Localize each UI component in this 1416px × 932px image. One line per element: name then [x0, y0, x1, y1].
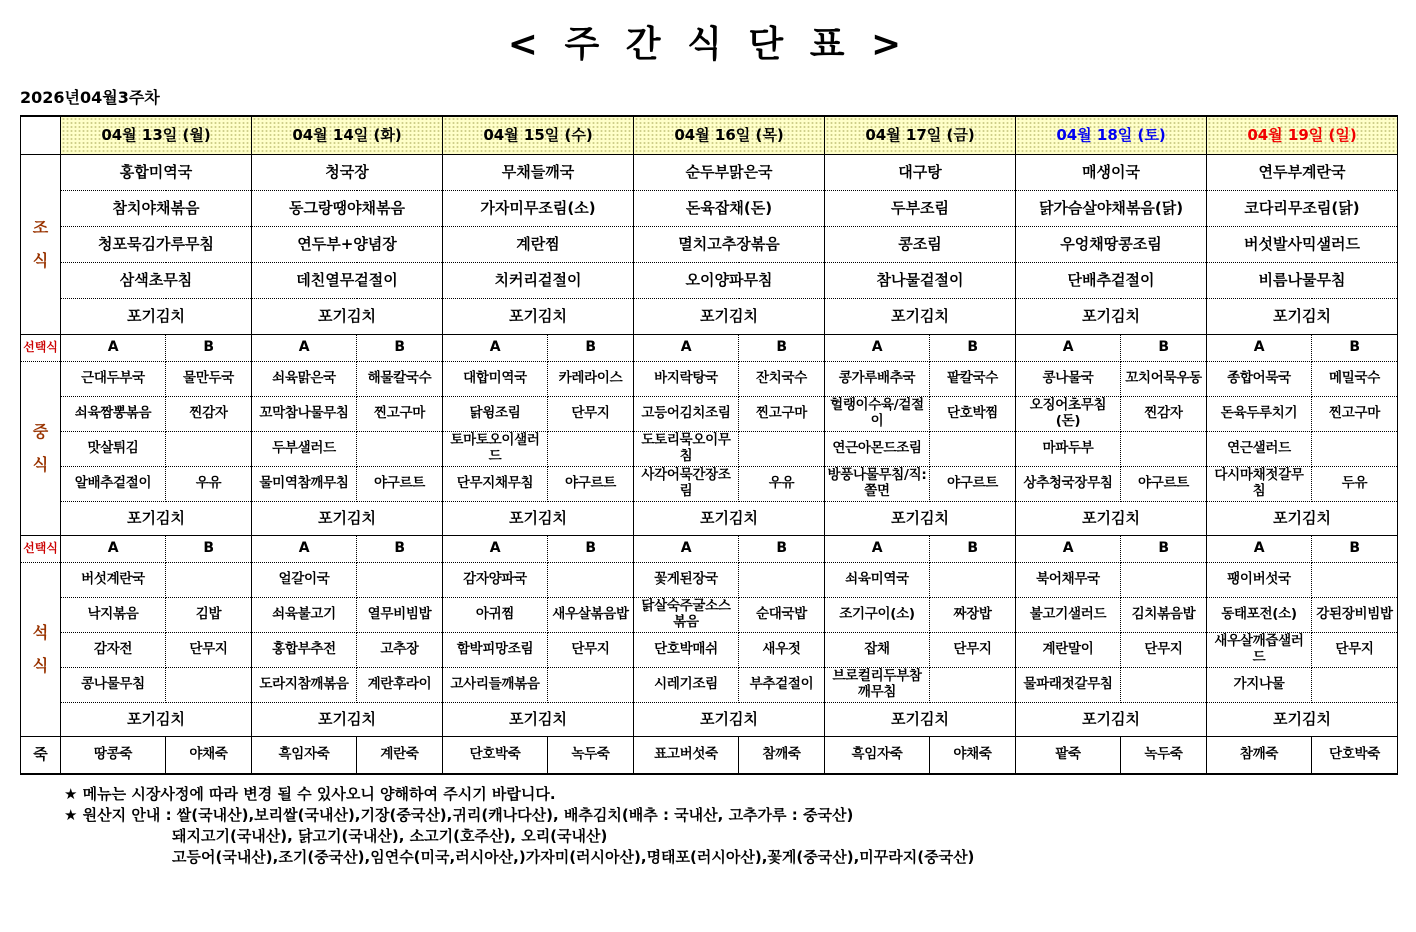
dinner-item-b: 순대국밥 — [739, 597, 825, 632]
lunch-item-b: 두유 — [1312, 466, 1398, 501]
lunch-item-a: 마파두부 — [1016, 431, 1121, 466]
select-a-header: A — [443, 535, 548, 562]
breakfast-item: 참치야채볶음 — [61, 190, 252, 226]
select-a-header: A — [252, 535, 357, 562]
select-a-header: A — [1207, 334, 1312, 361]
breakfast-item: 포기김치 — [443, 298, 634, 334]
porridge-a: 표고버섯죽 — [634, 736, 739, 774]
lunch-item-a: 쇠육짬뽕볶음 — [61, 396, 166, 431]
lunch-item-a: 쇠육맑은국 — [252, 361, 357, 396]
dinner-item-b — [1121, 667, 1207, 702]
lunch-item-a: 단무지채무침 — [443, 466, 548, 501]
porridge-label: 죽 — [21, 736, 61, 774]
lunch-item-a: 콩나물국 — [1016, 361, 1121, 396]
breakfast-item: 포기김치 — [252, 298, 443, 334]
lunch-item-b: 단호박찜 — [930, 396, 1016, 431]
lunch-item-b: 카레라이스 — [548, 361, 634, 396]
breakfast-item: 포기김치 — [61, 298, 252, 334]
lunch-item-a: 연근샐러드 — [1207, 431, 1312, 466]
date-cell: 04월 15일 (수) — [443, 116, 634, 154]
weekly-menu-page — [0, 16, 1416, 868]
dinner-item-a: 닭살숙주굴소스볶음 — [634, 597, 739, 632]
breakfast-item: 동그랑땡야채볶음 — [252, 190, 443, 226]
select-label: 선택식 — [21, 334, 61, 361]
lunch-item-a: 맛살튀김 — [61, 431, 166, 466]
select-a-header: A — [634, 535, 739, 562]
select-a-header: A — [61, 535, 166, 562]
select-b-header: B — [930, 535, 1016, 562]
dinner-item-b — [548, 667, 634, 702]
lunch-item-a: 알배추겉절이 — [61, 466, 166, 501]
dinner-item-b: 단무지 — [930, 632, 1016, 667]
porridge-b: 단호박죽 — [1312, 736, 1398, 774]
breakfast-item: 단배추겉절이 — [1016, 262, 1207, 298]
lunch-kimchi: 포기김치 — [825, 501, 1016, 535]
dinner-item-b — [739, 562, 825, 597]
breakfast-item: 치커리겉절이 — [443, 262, 634, 298]
dinner-item-a: 단호박매쉬 — [634, 632, 739, 667]
note-origin-line1: ★ 원산지 안내 : 쌀(국내산),보리쌀(국내산),기장(중국산),귀리(캐나다산), 배추김치(배추 : 국내산, 고추가루 : 중국산) — [64, 806, 854, 824]
select-b-header: B — [1121, 334, 1207, 361]
lunch-kimchi: 포기김치 — [1207, 501, 1398, 535]
lunch-kimchi: 포기김치 — [252, 501, 443, 535]
breakfast-item: 청국장 — [252, 154, 443, 190]
lunch-item-b: 메밀국수 — [1312, 361, 1398, 396]
dinner-item-a: 가지나물 — [1207, 667, 1312, 702]
lunch-label-char: 식 — [32, 454, 49, 474]
lunch-item-b: 잔치국수 — [739, 361, 825, 396]
dinner-item-a: 낙지볶음 — [61, 597, 166, 632]
date-cell: 04월 16일 (목) — [634, 116, 825, 154]
breakfast-item: 오이양파무침 — [634, 262, 825, 298]
breakfast-item: 연두부+양념장 — [252, 226, 443, 262]
select-a-header: A — [825, 334, 930, 361]
breakfast-item: 포기김치 — [1207, 298, 1398, 334]
breakfast-item: 코다리무조림(닭) — [1207, 190, 1398, 226]
note-origin-line3: 고등어(국내산),조기(중국산),임연수(미국,러시아산,)가자미(러시아산),명태포(러시아산),꽃게(중국산),미꾸라지(중국산) — [172, 848, 975, 866]
breakfast-item: 연두부계란국 — [1207, 154, 1398, 190]
dinner-item-a: 조기구이(소) — [825, 597, 930, 632]
select-a-header: A — [252, 334, 357, 361]
lunch-item-a: 근대두부국 — [61, 361, 166, 396]
breakfast-item: 참나물겉절이 — [825, 262, 1016, 298]
dinner-item-a: 시레기조림 — [634, 667, 739, 702]
select-b-header: B — [548, 535, 634, 562]
menu-table — [20, 115, 1398, 775]
note-origin-line2: 돼지고기(국내산), 닭고기(국내산), 소고기(호주산), 오리(국내산) — [172, 827, 608, 845]
breakfast-item: 무채들깨국 — [443, 154, 634, 190]
dinner-item-b: 강된장비빔밥 — [1312, 597, 1398, 632]
breakfast-label — [21, 154, 61, 334]
dinner-kimchi: 포기김치 — [443, 702, 634, 736]
dinner-item-b: 단무지 — [548, 632, 634, 667]
lunch-item-b: 야구르트 — [1121, 466, 1207, 501]
dinner-item-b: 계란후라이 — [357, 667, 443, 702]
breakfast-item: 매생이국 — [1016, 154, 1207, 190]
breakfast-item: 대구탕 — [825, 154, 1016, 190]
dinner-kimchi: 포기김치 — [252, 702, 443, 736]
lunch-item-b — [930, 431, 1016, 466]
date-cell: 04월 18일 (토) — [1016, 116, 1207, 154]
porridge-b: 녹두죽 — [1121, 736, 1207, 774]
dinner-item-b: 김치볶음밥 — [1121, 597, 1207, 632]
page-title: < 주 간 식 단 표 > — [507, 24, 909, 65]
dinner-item-b — [166, 562, 252, 597]
porridge-a: 땅콩죽 — [61, 736, 166, 774]
porridge-a: 팥죽 — [1016, 736, 1121, 774]
dinner-item-a: 새우살깨즙샐러드 — [1207, 632, 1312, 667]
select-b-header: B — [166, 334, 252, 361]
lunch-item-a: 헐랭이수육/겉절이 — [825, 396, 930, 431]
select-b-header: B — [1312, 334, 1398, 361]
lunch-item-a: 종합어묵국 — [1207, 361, 1312, 396]
date-cell: 04월 13일 (월) — [61, 116, 252, 154]
dinner-item-b — [930, 667, 1016, 702]
dinner-kimchi: 포기김치 — [825, 702, 1016, 736]
lunch-item-b: 야구르트 — [548, 466, 634, 501]
breakfast-item: 포기김치 — [1016, 298, 1207, 334]
lunch-item-b: 꼬치어묵우동 — [1121, 361, 1207, 396]
date-cell: 04월 14일 (화) — [252, 116, 443, 154]
breakfast-item: 닭가슴살야채볶음(닭) — [1016, 190, 1207, 226]
select-b-header: B — [166, 535, 252, 562]
dinner-item-a: 물파래젓갈무침 — [1016, 667, 1121, 702]
dinner-kimchi: 포기김치 — [634, 702, 825, 736]
lunch-item-a: 상추청국장무침 — [1016, 466, 1121, 501]
lunch-item-a: 연근아몬드조림 — [825, 431, 930, 466]
lunch-item-a: 사각어묵간장조림 — [634, 466, 739, 501]
dinner-item-a: 팽이버섯국 — [1207, 562, 1312, 597]
dinner-item-a: 쇠육불고기 — [252, 597, 357, 632]
dinner-item-a: 버섯계란국 — [61, 562, 166, 597]
lunch-item-a: 도토리묵오이무침 — [634, 431, 739, 466]
lunch-label-char: 중 — [32, 421, 49, 441]
lunch-item-b: 찐감자 — [1121, 396, 1207, 431]
lunch-item-a: 고등어김치조림 — [634, 396, 739, 431]
dinner-item-a: 아귀찜 — [443, 597, 548, 632]
dinner-item-b: 새우젓 — [739, 632, 825, 667]
porridge-b: 야채죽 — [930, 736, 1016, 774]
breakfast-item: 멸치고추장볶음 — [634, 226, 825, 262]
lunch-item-b: 야구르트 — [357, 466, 443, 501]
lunch-item-b: 찐고구마 — [739, 396, 825, 431]
porridge-b: 야채죽 — [166, 736, 252, 774]
select-a-header: A — [61, 334, 166, 361]
footer-notes — [20, 784, 1396, 868]
lunch-item-b: 팥칼국수 — [930, 361, 1016, 396]
dinner-item-b: 부추겉절이 — [739, 667, 825, 702]
dinner-item-a: 홍합부추전 — [252, 632, 357, 667]
dinner-item-b: 단무지 — [166, 632, 252, 667]
note-menu-change: ★ 메뉴는 시장사정에 따라 변경 될 수 있사오니 양해하여 주시기 바랍니다. — [64, 785, 556, 803]
dinner-item-b — [1312, 667, 1398, 702]
select-b-header: B — [1312, 535, 1398, 562]
lunch-item-a: 물미역참깨무침 — [252, 466, 357, 501]
lunch-item-b: 우유 — [739, 466, 825, 501]
dinner-item-b: 열무비빔밥 — [357, 597, 443, 632]
select-b-header: B — [357, 334, 443, 361]
breakfast-item: 비름나물무침 — [1207, 262, 1398, 298]
porridge-a: 단호박죽 — [443, 736, 548, 774]
corner-cell — [21, 116, 61, 154]
dinner-item-a: 고사리들깨볶음 — [443, 667, 548, 702]
dinner-kimchi: 포기김치 — [1016, 702, 1207, 736]
lunch-label — [21, 361, 61, 535]
dinner-item-a: 감자양파국 — [443, 562, 548, 597]
lunch-item-a: 방풍나물무침/직:쫄면 — [825, 466, 930, 501]
dinner-item-b: 김밥 — [166, 597, 252, 632]
dinner-kimchi: 포기김치 — [1207, 702, 1398, 736]
porridge-a: 흑임자죽 — [252, 736, 357, 774]
date-cell: 04월 19일 (일) — [1207, 116, 1398, 154]
breakfast-item: 계란찜 — [443, 226, 634, 262]
breakfast-item: 가자미무조림(소) — [443, 190, 634, 226]
breakfast-item: 우엉채땅콩조림 — [1016, 226, 1207, 262]
lunch-item-a: 닭윙조림 — [443, 396, 548, 431]
breakfast-item: 삼색초무침 — [61, 262, 252, 298]
lunch-item-a: 두부샐러드 — [252, 431, 357, 466]
porridge-b: 참깨죽 — [739, 736, 825, 774]
dinner-item-a: 북어채무국 — [1016, 562, 1121, 597]
select-a-header: A — [634, 334, 739, 361]
select-b-header: B — [357, 535, 443, 562]
dinner-item-a: 도라지참깨볶음 — [252, 667, 357, 702]
lunch-item-a: 돈육두루치기 — [1207, 396, 1312, 431]
breakfast-item: 청포묵김가루무침 — [61, 226, 252, 262]
lunch-kimchi: 포기김치 — [443, 501, 634, 535]
select-label: 선택식 — [21, 535, 61, 562]
date-cell: 04월 17일 (금) — [825, 116, 1016, 154]
dinner-item-a: 감자전 — [61, 632, 166, 667]
dinner-label-char: 석 — [32, 622, 49, 642]
dinner-item-a: 꽃게된장국 — [634, 562, 739, 597]
porridge-a: 참깨죽 — [1207, 736, 1312, 774]
dinner-item-a: 함박피망조림 — [443, 632, 548, 667]
select-b-header: B — [739, 334, 825, 361]
dinner-item-b: 고추장 — [357, 632, 443, 667]
dinner-item-b — [930, 562, 1016, 597]
dinner-label — [21, 562, 61, 736]
lunch-item-b — [1121, 431, 1207, 466]
porridge-b: 계란죽 — [357, 736, 443, 774]
dinner-label-char: 식 — [32, 655, 49, 675]
lunch-item-b: 찐고구마 — [1312, 396, 1398, 431]
dinner-item-b: 짜장밥 — [930, 597, 1016, 632]
dinner-item-a: 잡채 — [825, 632, 930, 667]
dinner-item-a: 불고기샐러드 — [1016, 597, 1121, 632]
dinner-item-b — [1121, 562, 1207, 597]
breakfast-label-char: 식 — [32, 250, 49, 270]
breakfast-label-char: 조 — [32, 217, 49, 237]
dinner-item-a: 브로컬리두부참깨무침 — [825, 667, 930, 702]
lunch-item-b — [357, 431, 443, 466]
select-b-header: B — [739, 535, 825, 562]
select-b-header: B — [548, 334, 634, 361]
breakfast-item: 순두부맑은국 — [634, 154, 825, 190]
lunch-kimchi: 포기김치 — [1016, 501, 1207, 535]
lunch-item-a: 오징어초무침(돈) — [1016, 396, 1121, 431]
week-label: 2026년04월3주차 — [20, 88, 160, 107]
lunch-item-b — [548, 431, 634, 466]
dinner-item-b — [1312, 562, 1398, 597]
dinner-item-a: 콩나물무침 — [61, 667, 166, 702]
select-a-header: A — [1207, 535, 1312, 562]
lunch-item-a: 바지락탕국 — [634, 361, 739, 396]
lunch-item-b — [1312, 431, 1398, 466]
dinner-item-b: 단무지 — [1121, 632, 1207, 667]
lunch-item-b: 찐감자 — [166, 396, 252, 431]
breakfast-item: 포기김치 — [634, 298, 825, 334]
select-b-header: B — [930, 334, 1016, 361]
lunch-item-b: 해물칼국수 — [357, 361, 443, 396]
lunch-item-a: 콩가루배추국 — [825, 361, 930, 396]
breakfast-item: 데친열무겉절이 — [252, 262, 443, 298]
lunch-item-b — [739, 431, 825, 466]
breakfast-item: 버섯발사믹샐러드 — [1207, 226, 1398, 262]
select-a-header: A — [443, 334, 548, 361]
lunch-item-b — [166, 431, 252, 466]
lunch-item-b: 야구르트 — [930, 466, 1016, 501]
lunch-kimchi: 포기김치 — [61, 501, 252, 535]
select-a-header: A — [1016, 535, 1121, 562]
breakfast-item: 돈육잡채(돈) — [634, 190, 825, 226]
dinner-item-b — [357, 562, 443, 597]
dinner-item-b: 새우살볶음밥 — [548, 597, 634, 632]
breakfast-item: 홍합미역국 — [61, 154, 252, 190]
dinner-kimchi: 포기김치 — [61, 702, 252, 736]
dinner-item-a: 쇠육미역국 — [825, 562, 930, 597]
breakfast-item: 포기김치 — [825, 298, 1016, 334]
lunch-kimchi: 포기김치 — [634, 501, 825, 535]
lunch-item-a: 토마토오이샐러드 — [443, 431, 548, 466]
dinner-item-a: 얼갈이국 — [252, 562, 357, 597]
breakfast-item: 콩조림 — [825, 226, 1016, 262]
lunch-item-b: 우유 — [166, 466, 252, 501]
dinner-item-b — [166, 667, 252, 702]
select-a-header: A — [825, 535, 930, 562]
lunch-item-b: 단무지 — [548, 396, 634, 431]
porridge-b: 녹두죽 — [548, 736, 634, 774]
select-b-header: B — [1121, 535, 1207, 562]
breakfast-item: 두부조림 — [825, 190, 1016, 226]
lunch-item-b: 물만두국 — [166, 361, 252, 396]
dinner-item-a: 계란말이 — [1016, 632, 1121, 667]
dinner-item-b: 단무지 — [1312, 632, 1398, 667]
lunch-item-b: 찐고구마 — [357, 396, 443, 431]
lunch-item-a: 꼬막참나물무침 — [252, 396, 357, 431]
porridge-a: 흑임자죽 — [825, 736, 930, 774]
lunch-item-a: 다시마채젓갈무침 — [1207, 466, 1312, 501]
select-a-header: A — [1016, 334, 1121, 361]
lunch-item-a: 대합미역국 — [443, 361, 548, 396]
dinner-item-b — [548, 562, 634, 597]
dinner-item-a: 동태포전(소) — [1207, 597, 1312, 632]
